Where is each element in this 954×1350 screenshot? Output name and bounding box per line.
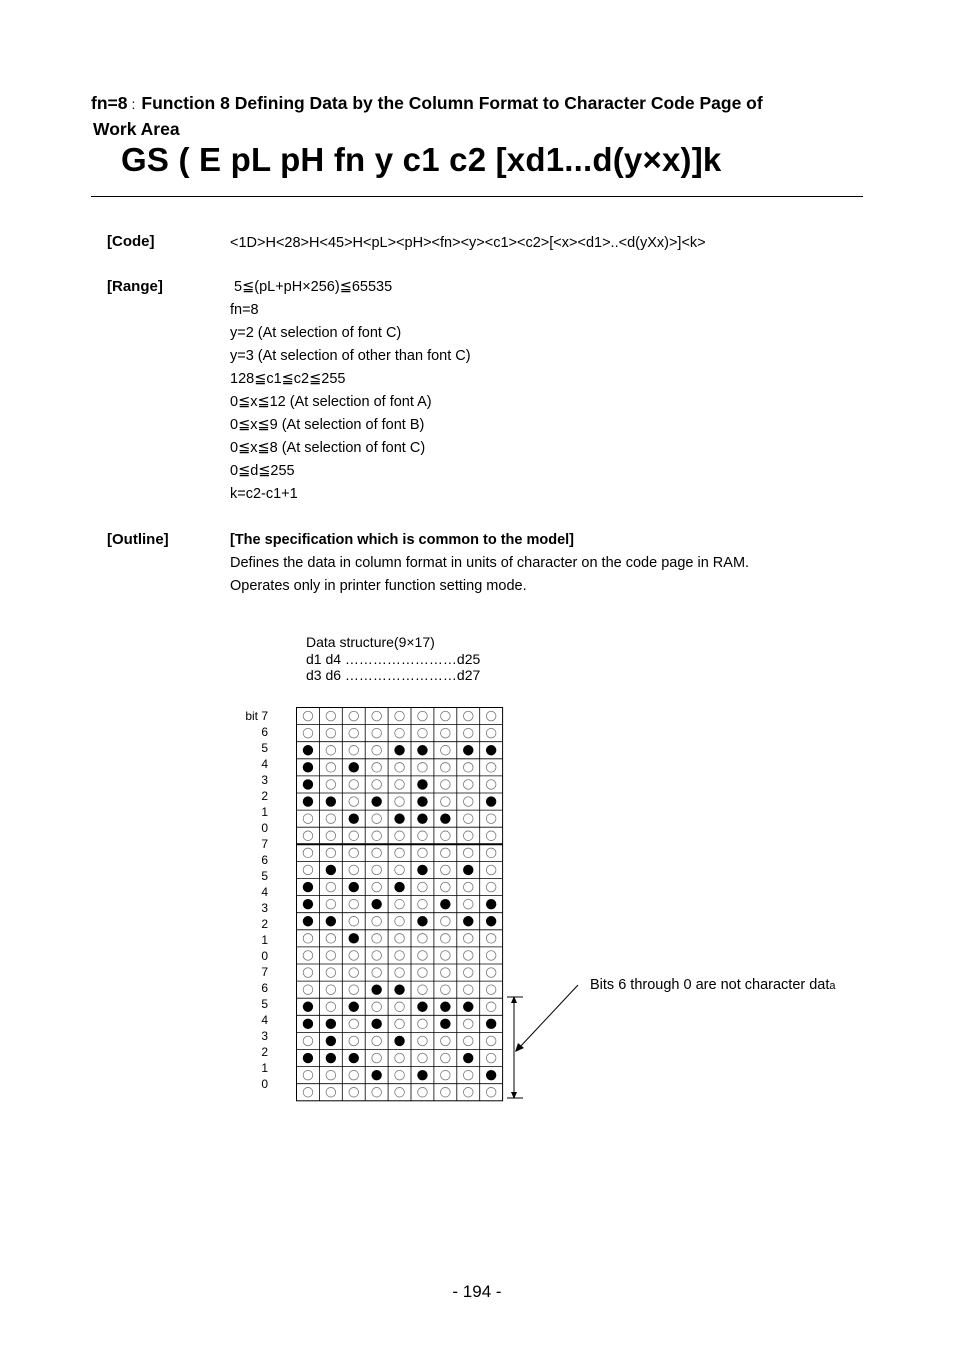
dot-empty xyxy=(395,1087,405,1097)
dot-empty xyxy=(441,1070,451,1080)
dot-empty xyxy=(418,763,428,773)
dot-empty xyxy=(486,1087,496,1097)
bit-label: 1 xyxy=(261,1061,268,1075)
dot-filled xyxy=(303,899,313,909)
data-structure-caption xyxy=(306,634,480,684)
dot-empty xyxy=(441,745,451,755)
dot-filled xyxy=(326,1019,336,1029)
dot-empty xyxy=(395,1019,405,1029)
dot-empty xyxy=(349,951,359,961)
range-item: fn=8 xyxy=(230,302,259,318)
dot-empty xyxy=(395,951,405,961)
dot-empty xyxy=(326,1002,336,1012)
dot-empty xyxy=(486,711,496,721)
dot-empty xyxy=(441,831,451,841)
dot-empty xyxy=(372,1087,382,1097)
bit-label: 7 xyxy=(261,837,268,851)
dot-empty xyxy=(395,728,405,738)
dot-empty xyxy=(463,763,473,773)
dot-empty xyxy=(303,968,313,978)
bit-label: 0 xyxy=(261,1077,268,1091)
dot-empty xyxy=(418,711,428,721)
dot-empty xyxy=(441,968,451,978)
dot-empty xyxy=(372,1053,382,1063)
dot-filled xyxy=(486,796,496,806)
dot-empty xyxy=(349,831,359,841)
dot-filled xyxy=(326,1053,336,1063)
bit-label: 3 xyxy=(261,901,268,915)
dot-filled xyxy=(394,745,404,755)
range-item: 5≦(pL+pH×256)≦65535 xyxy=(230,279,393,295)
bit-label: 2 xyxy=(261,917,268,931)
dot-empty xyxy=(418,968,428,978)
dot-empty xyxy=(349,916,359,926)
dot-empty xyxy=(486,968,496,978)
dot-empty xyxy=(441,916,451,926)
bit-label: 2 xyxy=(261,1045,268,1059)
dot-empty xyxy=(441,848,451,858)
dot-empty xyxy=(463,728,473,738)
dot-filled xyxy=(394,813,404,823)
dot-empty xyxy=(395,968,405,978)
range-item: 0≦x≦9 (At selection of font B) xyxy=(230,417,425,433)
dot-empty xyxy=(395,797,405,807)
dot-filled xyxy=(349,813,359,823)
dot-empty xyxy=(395,1053,405,1063)
dot-empty xyxy=(463,899,473,909)
dot-empty xyxy=(303,1070,313,1080)
dot-empty xyxy=(349,728,359,738)
dot-empty xyxy=(372,848,382,858)
dot-empty xyxy=(326,831,336,841)
dot-empty xyxy=(349,711,359,721)
dot-empty xyxy=(372,831,382,841)
bit-label: 5 xyxy=(261,997,268,1011)
range-item: 0≦x≦12 (At selection of font A) xyxy=(230,394,432,410)
dot-empty xyxy=(486,951,496,961)
caption-line: d1 d4 ……………………d25 xyxy=(306,650,481,667)
dot-empty xyxy=(349,899,359,909)
dot-empty xyxy=(372,814,382,824)
dot-empty xyxy=(372,951,382,961)
dot-filled xyxy=(417,796,427,806)
dot-empty xyxy=(486,882,496,892)
dot-empty xyxy=(372,763,382,773)
dot-empty xyxy=(395,916,405,926)
outline-label: [Outline] xyxy=(107,531,169,548)
dot-filled xyxy=(303,796,313,806)
outline-line: Operates only in printer function setting mode. xyxy=(230,578,527,594)
dot-empty xyxy=(303,1036,313,1046)
dot-empty xyxy=(395,848,405,858)
dot-empty xyxy=(326,780,336,790)
dot-filled xyxy=(440,1002,450,1012)
dot-filled xyxy=(417,916,427,926)
dot-filled xyxy=(303,916,313,926)
dot-empty xyxy=(418,934,428,944)
dot-empty xyxy=(303,814,313,824)
dot-empty xyxy=(303,865,313,875)
page-number: - 194 - xyxy=(452,1282,502,1301)
dot-filled xyxy=(440,813,450,823)
dot-filled xyxy=(349,933,359,943)
dot-filled xyxy=(486,1070,496,1080)
heading-colon: : xyxy=(131,96,136,112)
dot-empty xyxy=(349,985,359,995)
dot-empty xyxy=(372,728,382,738)
dot-empty xyxy=(372,882,382,892)
dot-empty xyxy=(486,1002,496,1012)
dot-empty xyxy=(486,865,496,875)
dot-empty xyxy=(326,745,336,755)
bit-label: bit 7 xyxy=(245,709,268,723)
dot-empty xyxy=(486,831,496,841)
bit-label: 7 xyxy=(261,965,268,979)
dot-filled xyxy=(486,899,496,909)
dot-empty xyxy=(441,711,451,721)
dot-empty xyxy=(372,780,382,790)
dot-empty xyxy=(463,797,473,807)
dot-filled xyxy=(349,762,359,772)
dot-filled xyxy=(486,745,496,755)
dot-filled xyxy=(349,1002,359,1012)
bit-label: 1 xyxy=(261,805,268,819)
dot-filled xyxy=(349,1053,359,1063)
dot-empty xyxy=(486,763,496,773)
annotation-main: Bits 6 through 0 are not character dat xyxy=(590,977,830,993)
function-heading xyxy=(91,91,851,142)
dot-empty xyxy=(326,899,336,909)
dot-filled xyxy=(303,882,313,892)
dot-empty xyxy=(486,814,496,824)
bit-label: 5 xyxy=(261,741,268,755)
dot-empty xyxy=(418,1036,428,1046)
dot-filled xyxy=(303,762,313,772)
title-divider xyxy=(91,196,863,197)
code-value: <1D>H<28>H<45>H<pL><pH><fn><y><c1><c2>[<x><d1>..<d(yXx)>]<k> xyxy=(230,235,706,251)
dot-empty xyxy=(372,711,382,721)
dot-empty xyxy=(486,1053,496,1063)
dot-empty xyxy=(349,968,359,978)
annotation-arrows xyxy=(500,980,590,1105)
dot-empty xyxy=(303,728,313,738)
bit-label: 0 xyxy=(261,949,268,963)
dot-empty xyxy=(441,882,451,892)
dot-empty xyxy=(418,848,428,858)
code-label: [Code] xyxy=(107,233,155,250)
dot-filled xyxy=(417,865,427,875)
dot-empty xyxy=(349,1087,359,1097)
dot-filled xyxy=(463,1002,473,1012)
dot-empty xyxy=(486,848,496,858)
dot-empty xyxy=(349,745,359,755)
dot-empty xyxy=(463,985,473,995)
dot-filled xyxy=(303,1019,313,1029)
dot-empty xyxy=(349,1019,359,1029)
dot-empty xyxy=(395,934,405,944)
dot-empty xyxy=(349,780,359,790)
dot-filled xyxy=(326,1036,336,1046)
dot-empty xyxy=(372,1036,382,1046)
dot-filled xyxy=(303,745,313,755)
annotation-tail: a xyxy=(829,980,836,992)
bit-label: 4 xyxy=(261,885,268,899)
dot-empty xyxy=(441,797,451,807)
dot-filled xyxy=(417,1002,427,1012)
dot-filled xyxy=(326,916,336,926)
dot-empty xyxy=(326,934,336,944)
range-item: y=2 (At selection of font C) xyxy=(230,325,402,341)
dot-empty xyxy=(303,951,313,961)
dot-empty xyxy=(395,865,405,875)
dot-empty xyxy=(463,780,473,790)
dot-empty xyxy=(326,985,336,995)
pointer-line xyxy=(519,985,578,1048)
dot-filled xyxy=(417,745,427,755)
dot-empty xyxy=(395,763,405,773)
dot-empty xyxy=(326,951,336,961)
dot-filled xyxy=(303,779,313,789)
dot-empty xyxy=(395,711,405,721)
bit-label: 3 xyxy=(261,773,268,787)
dot-empty xyxy=(418,1053,428,1063)
dot-empty xyxy=(326,968,336,978)
bit-label: 6 xyxy=(261,725,268,739)
dot-filled xyxy=(371,1070,381,1080)
bit-label: 5 xyxy=(261,869,268,883)
dot-empty xyxy=(349,848,359,858)
dot-empty xyxy=(303,934,313,944)
dot-empty xyxy=(349,865,359,875)
outline-line: Defines the data in column format in units of character on the code page in RAM. xyxy=(230,555,750,571)
range-list xyxy=(230,276,471,506)
dot-empty xyxy=(326,848,336,858)
dot-filled xyxy=(394,984,404,994)
bit-label: 1 xyxy=(261,933,268,947)
dot-empty xyxy=(303,985,313,995)
dot-filled xyxy=(417,779,427,789)
caption-line: d3 d6 ……………………d27 xyxy=(306,667,481,683)
dot-empty xyxy=(441,728,451,738)
dot-empty xyxy=(303,831,313,841)
outline-block xyxy=(230,529,850,598)
dot-empty xyxy=(395,1002,405,1012)
dot-empty xyxy=(463,882,473,892)
dot-empty xyxy=(441,934,451,944)
dot-empty xyxy=(463,1019,473,1029)
dot-filled xyxy=(463,865,473,875)
dot-filled xyxy=(417,813,427,823)
dot-empty xyxy=(326,711,336,721)
dot-empty xyxy=(463,968,473,978)
dot-empty xyxy=(372,916,382,926)
dot-empty xyxy=(486,934,496,944)
dot-empty xyxy=(372,1002,382,1012)
dot-empty xyxy=(441,1036,451,1046)
dot-filled xyxy=(463,745,473,755)
dot-empty xyxy=(326,882,336,892)
dot-empty xyxy=(441,780,451,790)
dot-filled xyxy=(371,1019,381,1029)
dot-filled xyxy=(463,1053,473,1063)
bit-label: 0 xyxy=(261,821,268,835)
dot-empty xyxy=(372,934,382,944)
dot-filled xyxy=(326,796,336,806)
dot-empty xyxy=(326,763,336,773)
range-item: 0≦x≦8 (At selection of font C) xyxy=(230,440,426,456)
dot-empty xyxy=(395,1070,405,1080)
dot-empty xyxy=(303,848,313,858)
dot-empty xyxy=(463,1070,473,1080)
dot-empty xyxy=(372,968,382,978)
function-code: fn=8 xyxy=(91,93,128,113)
outline-subheading: [The specification which is common to the model] xyxy=(230,532,575,548)
dot-empty xyxy=(418,831,428,841)
dot-empty xyxy=(463,711,473,721)
dot-empty xyxy=(418,882,428,892)
bit-label: 2 xyxy=(261,789,268,803)
range-item: 128≦c1≦c2≦255 xyxy=(230,371,346,387)
dot-empty xyxy=(441,1087,451,1097)
dot-empty xyxy=(463,934,473,944)
dot-filled xyxy=(394,882,404,892)
dot-filled xyxy=(486,1019,496,1029)
dot-empty xyxy=(418,728,428,738)
dot-empty xyxy=(441,951,451,961)
dot-filled xyxy=(486,916,496,926)
range-label: [Range] xyxy=(107,278,163,295)
dot-empty xyxy=(395,831,405,841)
function-title-line1: Function 8 Defining Data by the Column Format to Character Code Page of xyxy=(141,93,763,113)
bit-label: 4 xyxy=(261,757,268,771)
dot-empty xyxy=(349,1070,359,1080)
dot-empty xyxy=(441,985,451,995)
caption-line: Data structure(9×17) xyxy=(306,634,435,650)
dot-filled xyxy=(303,1002,313,1012)
dot-filled xyxy=(463,916,473,926)
dot-empty xyxy=(441,1053,451,1063)
dot-empty xyxy=(372,745,382,755)
dot-empty xyxy=(463,848,473,858)
dot-empty xyxy=(372,865,382,875)
dot-empty xyxy=(349,1036,359,1046)
dot-empty xyxy=(463,951,473,961)
bit-label: 6 xyxy=(261,853,268,867)
dot-empty xyxy=(326,1087,336,1097)
dot-empty xyxy=(418,1087,428,1097)
dot-empty xyxy=(463,814,473,824)
command-title: GS ( E pL pH fn y c1 c2 [xd1...d(y×x)]k xyxy=(121,141,722,178)
annotation-text xyxy=(590,977,836,993)
bit-label: 3 xyxy=(261,1029,268,1043)
dot-filled xyxy=(417,1070,427,1080)
dot-filled xyxy=(371,899,381,909)
dot-empty xyxy=(441,865,451,875)
bit-label: 4 xyxy=(261,1013,268,1027)
dot-filled xyxy=(371,984,381,994)
dot-filled xyxy=(349,882,359,892)
range-item: y=3 (At selection of other than font C) xyxy=(230,348,471,364)
dot-empty xyxy=(303,711,313,721)
dot-empty xyxy=(326,1070,336,1080)
dot-empty xyxy=(418,899,428,909)
dot-empty xyxy=(463,1087,473,1097)
dot-empty xyxy=(486,1036,496,1046)
bit-label: 6 xyxy=(261,981,268,995)
dot-filled xyxy=(326,865,336,875)
dot-empty xyxy=(486,780,496,790)
dot-empty xyxy=(463,1036,473,1046)
dot-empty xyxy=(326,728,336,738)
dot-filled xyxy=(394,1036,404,1046)
dot-empty xyxy=(395,899,405,909)
dot-empty xyxy=(418,985,428,995)
dot-empty xyxy=(463,831,473,841)
dot-filled xyxy=(440,1019,450,1029)
dot-empty xyxy=(395,780,405,790)
dot-empty xyxy=(303,1087,313,1097)
range-item: k=c2-c1+1 xyxy=(230,486,298,502)
dot-empty xyxy=(326,814,336,824)
dot-filled xyxy=(303,1053,313,1063)
dot-empty xyxy=(486,728,496,738)
range-item: 0≦d≦255 xyxy=(230,463,295,479)
dot-filled xyxy=(371,796,381,806)
dot-empty xyxy=(349,797,359,807)
dot-empty xyxy=(441,763,451,773)
dot-empty xyxy=(418,951,428,961)
dot-filled xyxy=(440,899,450,909)
dot-empty xyxy=(418,1019,428,1029)
dot-empty xyxy=(486,985,496,995)
function-title-line2: Work Area xyxy=(93,119,180,139)
